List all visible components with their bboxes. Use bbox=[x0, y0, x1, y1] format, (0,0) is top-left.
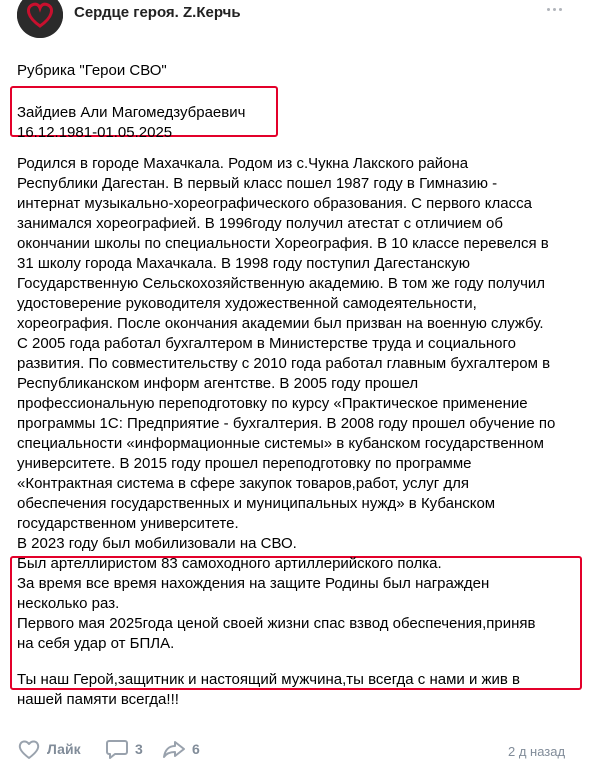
post-text-line: на себя удар от БПЛА. bbox=[17, 635, 175, 652]
post-text-line: Родился в городе Махачкала. Родом из с.Чукна Лакского района bbox=[17, 155, 469, 172]
post-text-line: Рубрика "Герои СВО" bbox=[17, 62, 167, 79]
post-text-line: нашей памяти всегда!!! bbox=[17, 691, 179, 708]
share-button[interactable] bbox=[162, 736, 200, 762]
post-text-line: Республики Дагестан. В первый класс пошел 1987 году в Гимназию - bbox=[17, 175, 498, 192]
comment-button[interactable] bbox=[105, 736, 143, 762]
post-text-line: Ты наш Герой,защитник и настоящий мужчина,ты всегда с нами и жив в bbox=[17, 671, 521, 688]
comment-icon bbox=[105, 738, 129, 760]
post-text-line: Зайдиев Али Магомедзубраевич bbox=[17, 104, 246, 121]
post-text-line: 31 школу города Махачкала. В 1998 году поступил Дагестанскую bbox=[17, 255, 470, 272]
more-options-icon[interactable] bbox=[547, 8, 571, 20]
post-text-line: программы 1С: Предприятие - бухгалтерия. В 2008 году прошел обучение по bbox=[17, 415, 556, 432]
post-text-line: С 2005 года работал бухгалтером в Министерстве труда и социального bbox=[17, 335, 517, 352]
group-name[interactable]: Сердце героя. Z.Керчь bbox=[74, 4, 241, 21]
comments-count: 3 bbox=[135, 741, 143, 757]
post-text-line: «Контрактная система в сфере закупок товаров,работ, услуг для bbox=[17, 475, 470, 492]
post-text-line: университете. В 2015 году прошел переподготовку по программе bbox=[17, 455, 472, 472]
group-avatar[interactable] bbox=[17, 0, 63, 38]
post-text-line: Республиканском информ агентстве. В 2005 году прошел bbox=[17, 375, 419, 392]
post-text-line: обеспечения государственных и муниципальных нужд» в Кубанском bbox=[17, 495, 496, 512]
like-label: Лайк bbox=[47, 741, 81, 757]
post-text-line: специальности «информационные системы» в кубанском государственном bbox=[17, 435, 544, 452]
share-icon bbox=[162, 738, 186, 760]
post-text-line: 16.12.1981-01.05.2025 bbox=[17, 124, 173, 141]
post-text-line: окончании школы по специальности Хореография. В 10 классе перевелся в bbox=[17, 235, 549, 252]
post-text-line: хореография. После окончания академии был призван на военную службу. bbox=[17, 315, 544, 332]
heart-icon bbox=[17, 738, 41, 760]
post-text-line: Был артеллиристом 83 самоходного артиллерийского полка. bbox=[17, 555, 442, 572]
post-text-line: Государственную Сельскохозяйственную академию. В том же году получил bbox=[17, 275, 546, 292]
post-text-line: профессиональную переподготовку по курсу «Практическое применение bbox=[17, 395, 528, 412]
post-text-line: занимался хореографией. В 1996году получил атестат с отличием об bbox=[17, 215, 503, 232]
post-text-line: несколько раз. bbox=[17, 595, 120, 612]
post-time[interactable]: 2 д назад bbox=[508, 744, 566, 759]
post-text-line: удостоверение руководителя художественной самодеятельности, bbox=[17, 295, 477, 312]
post-text-line: интернат музыкально-хореографического образования. С первого класса bbox=[17, 195, 532, 212]
shares-count: 6 bbox=[192, 741, 200, 757]
like-button[interactable] bbox=[17, 736, 81, 762]
post-text-line: Первого мая 2025года ценой своей жизни спас взвод обеспечения,приняв bbox=[17, 615, 536, 632]
post-text-line: В 2023 году был мобилизовали на СВО. bbox=[17, 535, 297, 552]
post-text-line: За время все время нахождения на защите Родины был награжден bbox=[17, 575, 490, 592]
post-text-line: государственном университете. bbox=[17, 515, 239, 532]
post-header bbox=[0, 0, 589, 48]
post-footer bbox=[0, 736, 589, 768]
post-text-line: развития. По совместительству с 2010 года работал главным бухгалтером в bbox=[17, 355, 551, 372]
